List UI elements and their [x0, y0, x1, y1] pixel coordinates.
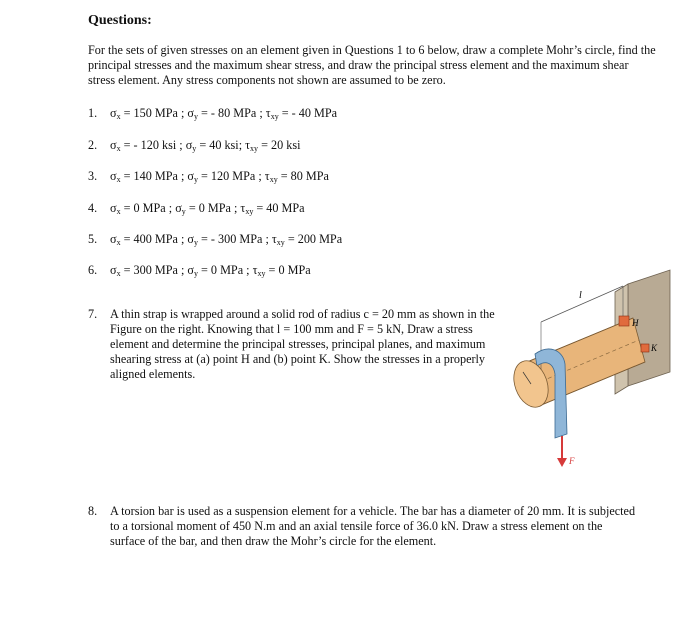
- document-page: Questions: For the sets of given stresses on an element given in Questions 1 to 6 below, draw a complete Mohr’s circle, find the principal stresses and the maximum shear stress, and draw the principal stress element and the maximum shear stress element. Any stress components not shown are assumed to be zero. 1. $\sigma_x = 150$ MPa ; $\sigma_y$ = - 80 MPa ; $\tau_{xy}$ = - 40 MPa 2. $\sigma_x$ = - 120 ksi ; $\sigma_y = 40$ ksi; $\tau_{xy} = 20$ ksi 3. $\sigma_x = 140$ MPa ; $\sigma_y = 120$ MPa ; $\tau_{xy} = 80$ MPa 4. $\sigma_x = 0$ MPa ; $\sigma_y = 0$ MPa ; $\tau_{xy} = 40$ MPa 5. $\sigma_x = 400$ MPa ; $\sigma_y$ = - 300 MPa ; $\tau_{xy} = 200$ MPa 6. $\sigma_x = 300$ MPa ; $\sigma_y = 0$ MPa ; $\tau_{xy} = 0$ MPa 7. A thin strap is wrapped around a solid rod of radius c = 20 mm as shown in the Figure on the right. Knowing that l = 100 mm and F = 5 kN, Draw a stress element and determine the principal stresses, principal planes, and maximum shearing stress at (a) point H and (b) point K. Show the stresses in a properly aligned elements. l H K F 8. A torsion bar is used as a suspension element for a vehicle. The bar has a diameter of 20 mm. It is subjected to a torsional moment of 450 N.m and an axial tensile force of 36.0 kN. Draw a stress element on the surface of the bar, and then draw the Mohr’s circle for the element.: [0, 0, 700, 634]
- rod-diagram: [505, 264, 675, 474]
- label-F: F: [569, 456, 575, 466]
- force-arrow-head: [557, 458, 567, 467]
- page-title: Questions:: [88, 13, 152, 28]
- label-H: H: [632, 318, 639, 328]
- strap-rod-figure: [505, 264, 675, 474]
- instructions-paragraph: For the sets of given stresses on an element given in Questions 1 to 6 below, draw a complete Mohr’s circle, find the principal stresses and the maximum shear stress, and draw the principal stress element and the maximum shear stress element. Any stress components not shown are assumed to be zero.: [88, 43, 656, 87]
- label-K: K: [651, 343, 658, 353]
- label-l: l: [579, 290, 582, 301]
- point-H-marker: [619, 316, 629, 326]
- point-K-marker: [641, 344, 649, 352]
- dimension-line: [541, 286, 623, 322]
